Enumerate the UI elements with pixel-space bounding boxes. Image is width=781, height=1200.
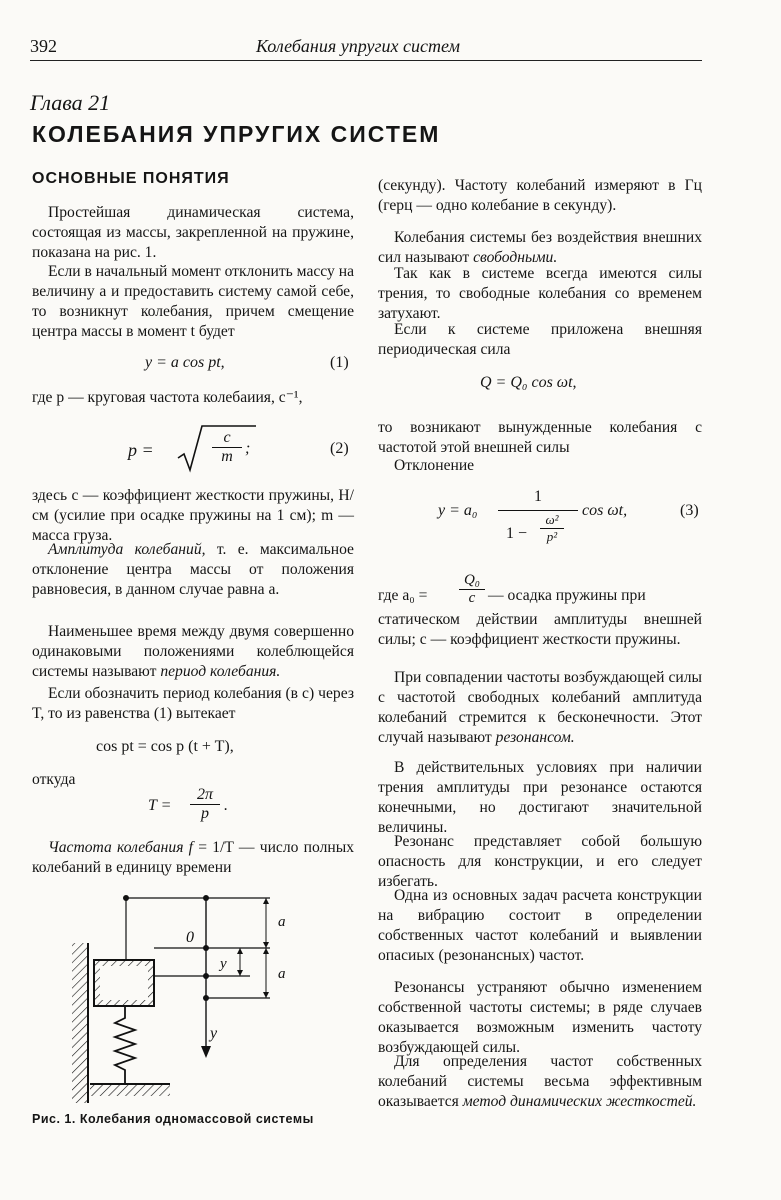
eq-lhs: p = bbox=[128, 440, 154, 460]
term-period: период колебания. bbox=[160, 663, 281, 680]
equation-number: (2) bbox=[330, 440, 349, 457]
paragraph: Если к системе приложена внешняя периодическая сила bbox=[378, 321, 702, 358]
label-zero: 0 bbox=[186, 929, 194, 946]
label-y-displacement: y bbox=[220, 956, 227, 972]
paragraph: Простейшая динамическая система, состоящая из массы, закрепленной на пружине, показана на рис. 1. bbox=[32, 204, 354, 261]
a0-denominator: c bbox=[468, 590, 476, 606]
paragraph: Так как в системе всегда имеются силы трения, то свободные колебания со временем затухают. bbox=[378, 265, 702, 322]
eqT-denominator: p bbox=[201, 805, 209, 822]
eqT-fraction bbox=[190, 786, 220, 823]
spring bbox=[115, 1006, 135, 1084]
equation-period: cos pt = cos p (t + T), bbox=[96, 738, 234, 755]
eq2-numerator: c bbox=[212, 429, 242, 448]
term-dynamic-stiffness: метод динамических жесткостей. bbox=[462, 1093, 697, 1110]
eq3-p2: p² bbox=[546, 529, 558, 544]
header-rule bbox=[30, 60, 702, 61]
paragraph bbox=[378, 1052, 702, 1112]
paragraph: В действительных условиях при наличии трения амплитуды при резонансе остаются конечными, но достигают значительной величины. bbox=[378, 759, 702, 836]
equation-2 bbox=[128, 440, 154, 461]
paragraph bbox=[378, 668, 702, 748]
eq3-tail: cos ωt, bbox=[582, 502, 628, 519]
paragraph: то возникают вынужденные колебания с частотой этой внешней силы bbox=[378, 419, 702, 456]
text: = 1/T — число полных колебаний в единицу времени bbox=[32, 839, 354, 876]
eq3-fraction-bar bbox=[498, 510, 578, 511]
equation-force: Q = Q₀ cos ωt, bbox=[480, 374, 577, 391]
term-frequency: Частота колебания f bbox=[48, 839, 194, 856]
page-number: 392 bbox=[30, 36, 57, 56]
text: Наименьшее время между двумя совершенно одинаковыми положениями колеблющейся системы называют bbox=[32, 623, 354, 680]
definition-a0 bbox=[378, 586, 427, 606]
equation-number: (3) bbox=[680, 502, 699, 519]
label-a-bottom: a bbox=[278, 966, 286, 982]
y-axis-arrow bbox=[201, 1046, 211, 1058]
paragraph: где p — круговая частота колебаиия, c⁻¹, bbox=[32, 389, 303, 406]
eqT-numerator: 2π bbox=[190, 786, 220, 805]
a0-numerator: Q₀ bbox=[459, 572, 485, 590]
paragraph bbox=[32, 622, 354, 682]
paragraph: Резонанс представляет собой большую опасность для конструкции, и его следует избегать. bbox=[378, 833, 702, 890]
text: Для определения частот собственных колебаний системы весьма эффективным оказывается bbox=[378, 1053, 702, 1110]
eq2-denominator: m bbox=[221, 448, 233, 465]
paragraph: Резонансы устраняют обычно изменением собственной частоты системы; в ряде случаев оказывается возможным изменить частоту возбуждающей силы. bbox=[378, 979, 702, 1056]
section-title: ОСНОВНЫЕ ПОНЯТИЯ bbox=[32, 170, 230, 187]
paragraph: (секунду). Частоту колебаний измеряют в Гц (герц — одно колебание в секунду). bbox=[378, 177, 702, 214]
eq3-inner-fraction bbox=[540, 512, 564, 545]
paragraph: здесь c — коэффициент жесткости пружины, Н/см (усилие при осадке пружины на 1 см); m — масса груза. bbox=[32, 487, 354, 544]
a0-fraction bbox=[459, 572, 485, 607]
term-free: свободными. bbox=[473, 249, 558, 266]
paragraph: Если в начальный момент отклонить массу на величину a и предоставить систему самой себе, то возникнут колебания, причем смещение центра массы в момент t будет bbox=[32, 263, 354, 340]
label-a-top: a bbox=[278, 914, 286, 930]
equation-1: y = a cos pt, bbox=[145, 354, 225, 371]
equation-3-lhs: y = a₀ bbox=[438, 502, 478, 519]
wall-hatch bbox=[72, 943, 88, 1103]
equation-number: (1) bbox=[330, 354, 349, 371]
paragraph bbox=[378, 228, 702, 268]
label-y-axis: y bbox=[210, 1025, 218, 1042]
paragraph: откуда bbox=[32, 771, 76, 788]
eq2-semicolon: ; bbox=[245, 440, 251, 457]
running-title: Колебания упругих систем bbox=[256, 36, 460, 56]
eq3-den-pre: 1 − bbox=[506, 525, 528, 542]
paragraph bbox=[32, 838, 354, 878]
text: — осадка пружины при bbox=[488, 587, 646, 604]
text: где a₀ = bbox=[378, 587, 428, 604]
ground-hatch bbox=[90, 1084, 170, 1096]
figure-caption: Рис. 1. Колебания одномассовой системы bbox=[32, 1112, 314, 1126]
term-amplitude: Амплитуда колебаний, bbox=[48, 541, 206, 558]
term-resonance: резонансом. bbox=[495, 729, 575, 746]
eq3-omega2: ω² bbox=[540, 512, 564, 529]
running-header bbox=[30, 36, 702, 66]
eq3-one: 1 bbox=[534, 488, 542, 505]
text: При совпадении частоты возбуждающей силы с частотой свободных колебаний амплитуда колебаний стремится к бесконечности. Этот случай называют bbox=[378, 669, 702, 746]
paragraph: Если обозначить период колебания (в с) через T, то из равенства (1) вытекает bbox=[32, 685, 354, 722]
chapter-label: Глава 21 bbox=[30, 90, 111, 115]
figure-spring-mass bbox=[70, 888, 360, 1106]
text: т. е. максимальное отклонение центра массы от положения равновесия, в данном случае равна a. bbox=[32, 541, 354, 598]
eqT-dot: . bbox=[224, 797, 228, 814]
paragraph: Одна из основных задач расчета конструкции на вибрацию состоит в определении собственных частот колебаний и выявлении опасиых (резонансных) частот. bbox=[378, 887, 702, 964]
eq2-fraction bbox=[212, 429, 242, 466]
text: Колебания системы без воздействия внешних сил называют bbox=[378, 229, 702, 266]
paragraph: Отклонение bbox=[394, 457, 475, 474]
paragraph bbox=[32, 540, 354, 600]
chapter-title: КОЛЕБАНИЯ УПРУГИХ СИСТЕМ bbox=[32, 121, 441, 147]
paragraph: статическом действии амплитуды внешней силы; c — коэффициент жесткости пружины. bbox=[378, 611, 702, 648]
equation-T: T = bbox=[148, 797, 172, 814]
mass-inner bbox=[100, 966, 148, 1000]
